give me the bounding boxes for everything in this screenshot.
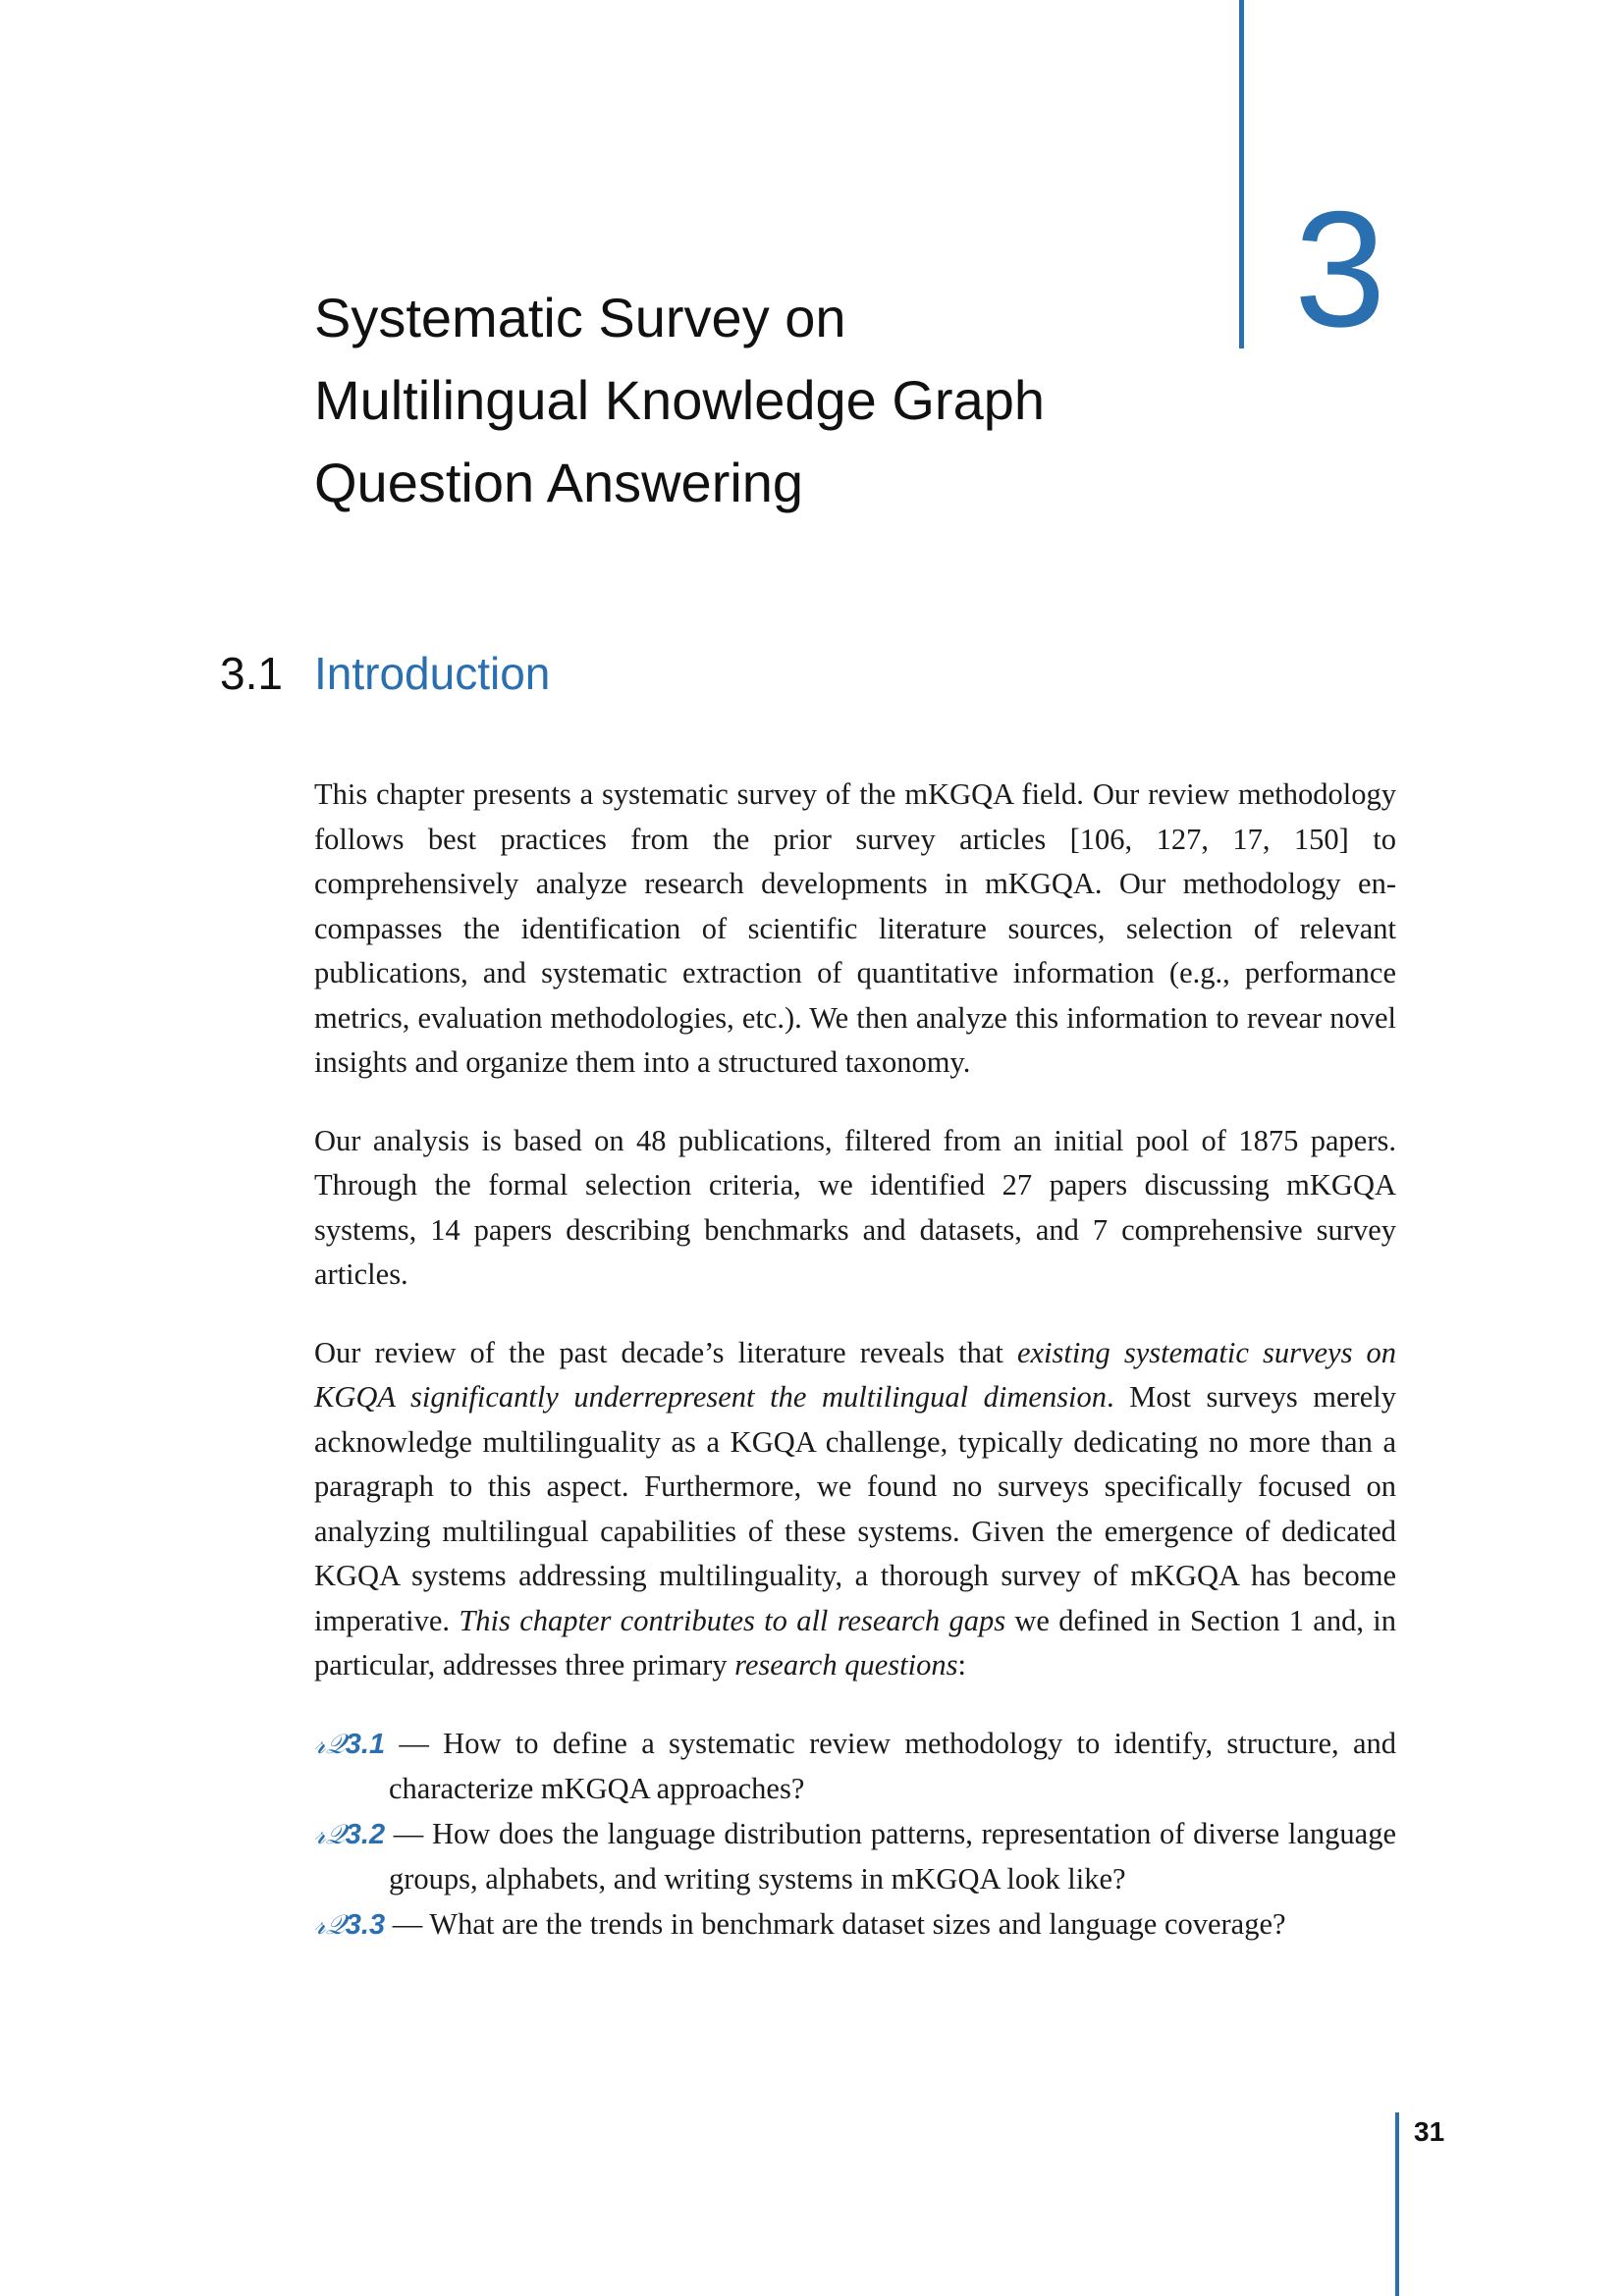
chapter-title-line: Systematic Survey on [314, 287, 846, 348]
research-question-text: — What are the trends in benchmark dataset sizes and language coverage? [385, 1906, 1286, 1941]
rq-prefix: 𝓇𝒬 [314, 1817, 346, 1850]
research-question-label [314, 1817, 385, 1850]
text-run: Our review of the past decade’s literature reveals that [314, 1335, 1017, 1369]
chapter-title-line: Question Answering [314, 452, 804, 513]
section-title: Introduction [314, 648, 551, 699]
emphasis-text: existing systematic surveys on KGQA significantly underrepresent the multilingual dimension [314, 1335, 1397, 1414]
research-question-label [314, 1727, 385, 1760]
chapter-title [314, 277, 1045, 524]
research-question-item [314, 1902, 1396, 1949]
chapter-rule [1239, 0, 1244, 348]
research-question-label [314, 1907, 385, 1941]
text-run: we defined in Section 1 and, in particular, addresses three primary [314, 1603, 1396, 1682]
page-number: 31 [1414, 2116, 1445, 2147]
emphasis-text: This chapter contributes to all research gaps [459, 1603, 1006, 1637]
rq-number: 3.2 [345, 1818, 386, 1850]
research-question-text: — How does the language distribution patterns, representation of diverse language groups, alphabets, and writing systems in mKGQA look like? [385, 1816, 1396, 1896]
research-question-item [314, 1812, 1396, 1902]
paragraph [314, 1331, 1396, 1688]
paragraph: This chapter presents a systematic survey of the mKGQA field. Our review methodology follows best practices from the prior survey articles [106, 127, 17, 150] to comprehensively analyze research developments in mKGQA. Our methodology encompasses the identification of scientific literature sources, selection of relevant publications, and systematic extraction of quantitative information (e.g., performance metrics, evaluation methodologies, etc.). We then analyze this information to revear novel insights and organize them into a structured taxonomy. [314, 777, 1396, 1079]
rq-number: 3.1 [345, 1728, 386, 1760]
research-question-text: — How to define a systematic review methodology to identify, structure, and characterize mKGQA approaches? [385, 1726, 1396, 1805]
footer-rule [1395, 2112, 1399, 2296]
rq-prefix: 𝓇𝒬 [314, 1907, 346, 1941]
section-number: 3.1 [220, 648, 283, 699]
body-text [314, 773, 1396, 1948]
research-questions-list [314, 1722, 1396, 1949]
text-run: . Most surveys merely acknowledge multilinguality as a KGQA challenge, typically dedicating no more than a paragraph to this aspect. Furthermore, we found no surveys specifically focused on analyzing multilingual capabilities of these systems. Given the emergence of dedicated KGQA systems addressing multilinguality, a thorough survey of mKGQA has become imperative. [314, 1380, 1396, 1637]
rq-number: 3.3 [345, 1908, 386, 1941]
text-run: : [957, 1648, 966, 1682]
section-heading [220, 644, 550, 703]
chapter-number: 3 [1294, 177, 1386, 361]
research-question-item [314, 1722, 1396, 1812]
emphasis-text: research questions [734, 1648, 958, 1682]
rq-prefix: 𝓇𝒬 [314, 1727, 346, 1760]
paragraph: Our analysis is based on 48 publications, filtered from an initial pool of 1875 papers. Through the formal selection criteria, we identified 27 papers discussing mKGQA systems, 14 papers describing benchmarks and datasets, and 7 comprehensive survey articles. [314, 1123, 1396, 1291]
chapter-title-line: Multilingual Knowledge Graph [314, 369, 1045, 431]
